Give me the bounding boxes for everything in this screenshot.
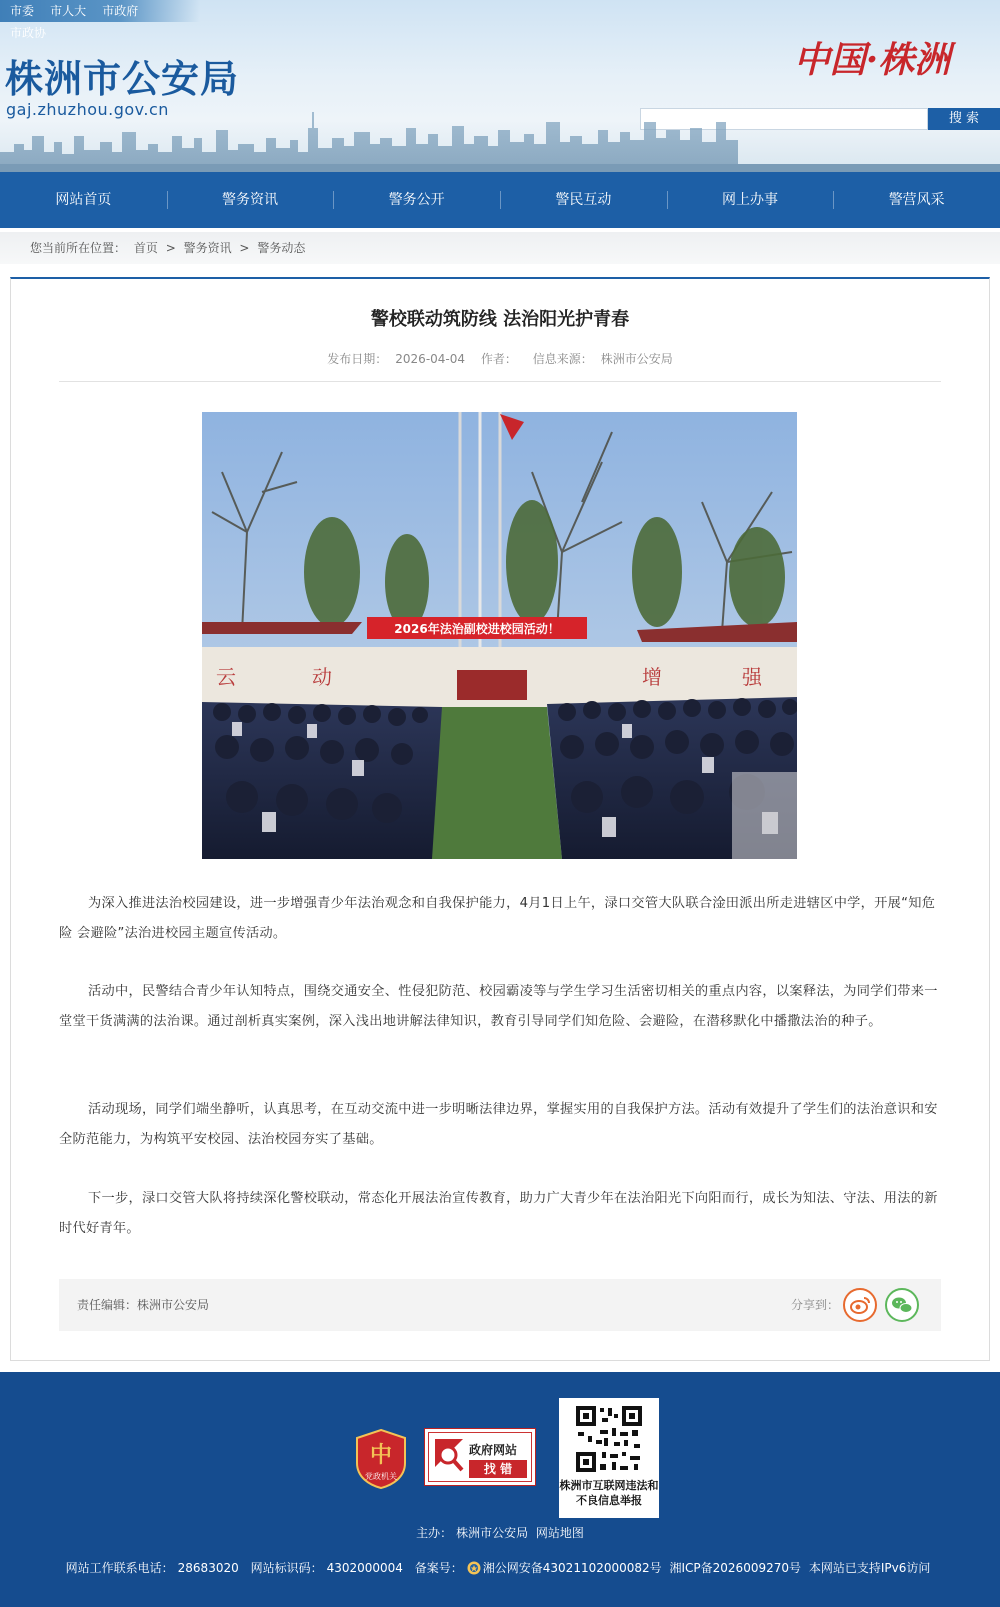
svg-text:动: 动 [312, 665, 332, 689]
svg-text:党政机关: 党政机关 [365, 1472, 397, 1481]
article-footer-bar [59, 1279, 941, 1331]
nav-interaction[interactable]: 警民互动 [500, 172, 667, 228]
city-skyline-illustration [0, 112, 1000, 172]
breadcrumb [30, 232, 309, 264]
party-government-badge[interactable] [355, 1429, 407, 1489]
police-emblem-icon [467, 1561, 481, 1575]
site-title[interactable]: 株洲市公安局 [5, 56, 240, 101]
main-nav [0, 172, 1000, 228]
article-paragraph-3: 活动现场，同学们端坐静听，认真思考，在互动交流中进一步明晰法律边界，掌握实用的自我保护方法。活动有效提升了学生们的法治意识和安全防范能力，为构筑平安校园、法治校园夯实了基础。 [59, 1102, 938, 1147]
svg-text:中国·株洲: 中国·株洲 [793, 39, 951, 81]
share-label: 分享到： [791, 1298, 840, 1312]
site-registration-info [0, 1559, 1000, 1576]
site-domain: gaj.zhuzhou.gov.cn [6, 100, 169, 119]
article-photo [202, 412, 797, 859]
svg-text:增: 增 [642, 665, 662, 689]
share-wechat-button[interactable] [885, 1288, 919, 1322]
police-record-link[interactable]: 湘公网安备43021102000082号 [482, 1561, 662, 1575]
search-button[interactable]: 搜 索 [928, 108, 1000, 130]
svg-text:云: 云 [216, 665, 236, 689]
sponsor-link[interactable]: 株洲市公安局 [456, 1526, 529, 1540]
breadcrumb-police-updates[interactable]: 警务动态 [257, 241, 306, 255]
sitemap-link[interactable]: 网站地图 [535, 1526, 584, 1540]
svg-text:中: 中 [369, 1442, 393, 1468]
nav-police-style[interactable]: 警营风采 [833, 172, 1000, 228]
breadcrumb-separator: > [239, 241, 250, 255]
author: 作者： [480, 352, 517, 366]
icp-record-link[interactable]: 湘ICP备2026009270号 [669, 1561, 802, 1575]
share-weibo-button[interactable] [843, 1288, 877, 1322]
responsible-editor: 责任编辑：株洲市公安局 [77, 1298, 210, 1312]
magnifier-icon [433, 1437, 467, 1477]
qr-code-icon [574, 1404, 644, 1474]
top-link-government[interactable]: 市政府 [102, 4, 139, 18]
nav-online-services[interactable]: 网上办事 [667, 172, 834, 228]
article-paragraph-2: 活动中，民警结合青少年认知特点，围绕交通安全、性侵犯防范、校园霸凌等与学生学习生活密切相关的重点内容，以案释法，为同学们带来一堂堂干货满满的法治课。通过剖析真实案例，深入浅出地讲解法律知识，教育引导同学们知危险、会避险，在潜移默化中播撒法治的种子。 [59, 984, 938, 1029]
top-link-cppcc[interactable]: 市政协 [10, 26, 47, 40]
breadcrumb-police-news[interactable]: 警务资讯 [183, 241, 232, 255]
nav-police-disclosure[interactable]: 警务公开 [333, 172, 500, 228]
wechat-icon [887, 1290, 917, 1320]
breadcrumb-home[interactable]: 首页 [133, 241, 158, 255]
svg-text:2026年法治副校进校园活动！: 2026年法治副校进校园活动！ [394, 622, 560, 636]
publish-date: 发布日期： 2026-04-04 [327, 352, 466, 366]
report-qr-code[interactable]: 株洲市互联网违法和不良信息举报 [559, 1398, 659, 1518]
nav-home[interactable]: 网站首页 [55, 192, 112, 208]
article-paragraph-4: 下一步，渌口交管大队将持续深化警校联动，常态化开展法治宣传教育，助力广大青少年在法治阳光下向阳而行，成长为知法、守法、用法的新时代好青年。 [59, 1191, 938, 1236]
contact-phone: 网站工作联系电话： 28683020 [65, 1561, 239, 1575]
breadcrumb-separator: > [165, 241, 176, 255]
top-link-peoples-congress[interactable]: 市人大 [50, 4, 87, 18]
breadcrumb-bar [0, 232, 1000, 264]
site-id: 网站标识码： 4302000004 [250, 1561, 403, 1575]
ipv6-support: 本网站已支持IPv6访问 [808, 1561, 931, 1575]
china-zhuzhou-logo [772, 30, 972, 86]
title-divider [59, 381, 941, 382]
breadcrumb-prefix: 您当前所在位置： [30, 241, 127, 255]
weibo-icon [845, 1290, 875, 1320]
svg-text:强: 强 [742, 665, 762, 689]
record-label: 备案号： [414, 1561, 463, 1575]
source: 信息来源： 株洲市公安局 [532, 352, 673, 366]
article-paragraph-1: 为深入推进法治校园建设，进一步增强青少年法治观念和自我保护能力，4月1日上午，渌口交管大队联合淦田派出所走进辖区中学，开展“知危险 会避险”法治进校园主题宣传活动。 [59, 896, 936, 941]
top-links [0, 0, 200, 40]
site-footer [0, 1372, 1000, 1607]
site-sponsor: 主办： 株洲市公安局 网站地图 [416, 1526, 584, 1540]
gov-website-error-report[interactable]: 政府网站 找 错 [425, 1429, 535, 1485]
article-title: 警校联动筑防线 法治阳光护青春 [370, 309, 630, 330]
top-link-party-committee[interactable]: 市委 [10, 4, 35, 18]
article-meta [0, 350, 1000, 367]
site-header [0, 0, 1000, 172]
nav-police-news[interactable]: 警务资讯 [167, 172, 334, 228]
